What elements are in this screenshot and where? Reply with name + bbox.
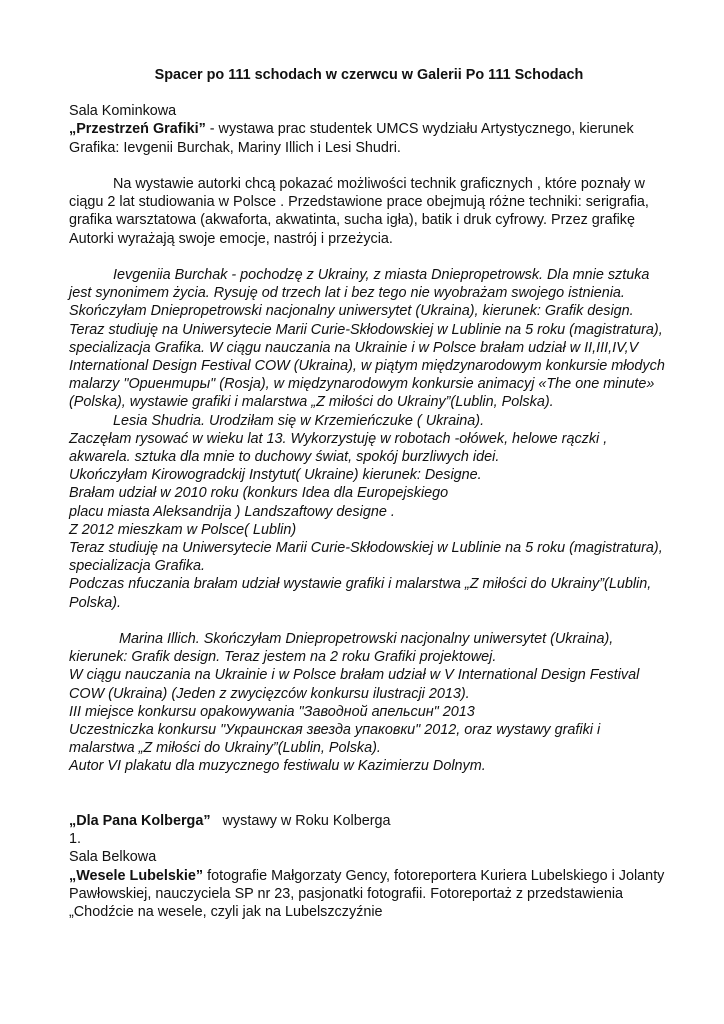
room-heading-kominkowa: Sala Kominkowa [69,103,177,120]
wesele-title: „Wesele Lubelskie” [69,867,204,884]
bio-shudria-line: Ukończyłam Kirowogradckij Instytut( Ukraine) kierunek: Designe. [69,467,482,484]
bio-shudria-line: Zaczęłam rysować w wieku lat 13. Wykorzystuję w robotach -ołówek, helowe rączki , akwarela. sztuka dla mnie to duchowy świat, spokój burzliwych idei. [69,430,608,466]
bio-illich-line: III miejsce konkursu opakowywania "Заводной апельсин" 2013 [69,703,475,720]
bio-shudria-line: Z 2012 mieszkam w Polsce( Lublin) [69,521,297,538]
spacer [69,794,669,812]
kolberg-title: „Dla Pana Kolberga” [69,813,211,830]
spacer [69,776,669,794]
bio-illich-line: Marina Illich. Skończyłam Dniepropetrowski nacjonalny uniwersytet (Ukraina), kierunek: Grafik design. Teraz jestem na 2 roku Grafiki projektowej. [69,631,614,666]
exhibition-paragraph [69,120,669,156]
spacer [69,157,669,175]
list-number: 1. [69,831,82,848]
spacer [69,248,669,266]
exhibition-title: „Przestrzeń Grafiki” [69,121,206,138]
bio-shudria-line: placu miasta Aleksandrija ) Landszaftowy designe . [69,503,395,520]
bio-shudria-line: Lesia Shudria. Urodziłam się w Krzemieńczuke ( Ukraina). [113,412,485,429]
bio-illich-line: W ciągu nauczania na Ukrainie i w Polsce brałam udział w V International Design Festival COW (Ukraina) (Jeden z zwycięzców konkursu ilustracji 2013). [69,667,640,702]
bio-illich-line: Uczestniczka konkursu "Украинская звезда упаковки" 2012, oraz wystawy grafiki i malarstwa „Z miłości do Ukrainy”(Lublin, Polska). [69,722,601,757]
exhibition-description: - wystawa prac studentek UMCS wydziału Artystycznego, kierunek Grafika: Ievgenii Burchak, Mariny Illich i Lesi Shudri. [69,121,634,156]
bio-shudria-line: Teraz studiuję na Uniwersytecie Marii Curie-Skłodowskiej w Lublinie na 5 roku (magistratura), specializacja Grafika. [69,540,663,575]
page-title: Spacer po 111 schodach w czerwcu w Galerii Po 111 Schodach [154,67,584,83]
room-heading-belkowa: Sala Belkowa [69,849,157,866]
document-page [69,66,669,921]
wesele-paragraph [69,867,669,922]
spacer [69,612,669,630]
bio-illich-line: Autor VI plakatu dla muzycznego festiwalu w Kazimierzu Dolnym. [69,758,486,775]
bio-shudria-line: Podczas nfuczania brałam udział wystawie grafiki i malarstwa „Z miłości do Ukrainy”(Lublin, Polska). [69,576,652,611]
kolberg-heading [69,812,669,830]
kolberg-description: wystawy w Roku Kolberga [210,813,391,830]
bio-burchak: Ievgeniia Burchak - pochodzę z Ukrainy, z miasta Dniepropetrowsk. Dla mnie sztuka jest synonimem życia. Rysuję od trzech lat i bez tego nie wyobrażam swojego istnienia. Skończyłam Dniepropetrowski nacjonalny uniwersytet (Ukraina), kierunek: Grafik design. Teraz studiuję na Uniwersytecie Marii Curie-Skłodowskiej w Lublinie na 5 roku (magistratura), specializacja Grafika. W ciągu nauczania na Ukrainie i w Polsce brałam udział w II,III,IV,V International Design Festival COW (Ukraina), w piątym międzynarodowym konkursie młodych malarzy "Ориентиры" (Rosja), w międzynarodowym konkursie animacyj «The one minute» (Polska), wystawie grafiki i malarstwa „Z miłości do Ukrainy”(Lublin, Polska). [69,267,665,411]
bio-shudria-line: Brałam udział w 2010 roku (konkurs Idea dla Europejskiego [69,485,449,502]
intro-paragraph: Na wystawie autorki chcą pokazać możliwości technik graficznych , które poznały w ciągu 2 lat studiowania w Polsce . Przedstawione prace obejmują różne techniki: serigrafia, grafika warsztatowa (akwaforta, akwatinta, sucha igła), batik i druk cyfrowy. Przez grafikę Autorki wyrażają swoje emocje, nastrój i przeżycia. [69,176,649,247]
wesele-description: fotografie Małgorzaty Gency, fotoreportera Kuriera Lubelskiego i Jolanty Pawłowskiej, nauczyciela SP nr 23, pasjonatki fotografii. Fotoreportaż z przedstawienia „Chodźcie na wesele, czyli jak na Lubelszczyźnie [69,867,665,921]
